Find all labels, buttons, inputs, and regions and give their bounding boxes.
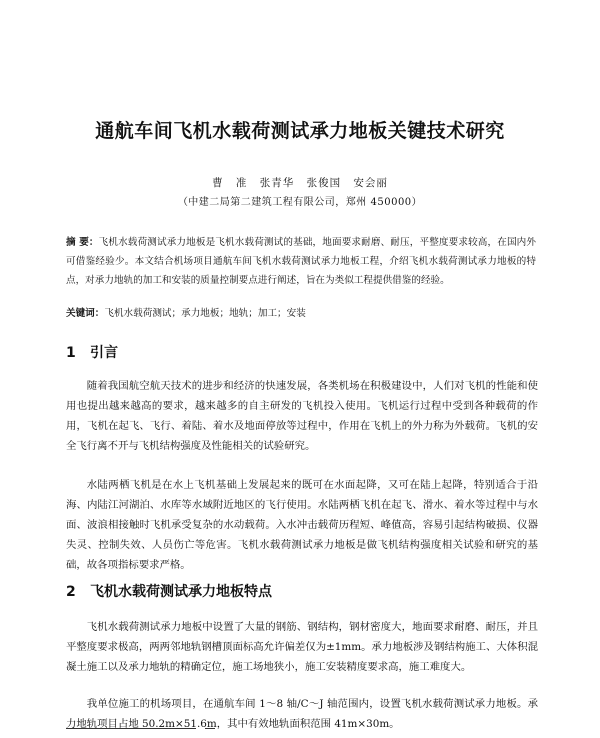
section-heading-1: [66, 342, 118, 362]
abstract-label: 摘 要：: [66, 237, 99, 248]
section-title: 飞机水载荷测试承力地板特点: [90, 584, 272, 600]
section-1-paragraph-1: 随着我国航空航天技术的进步和经济的快速发展，各类机场在积极建设中，人们对飞机的性能和使用也提出越来越高的要求，越来越多的自主研发的飞机投入使用。飞机运行过程中受到各种载荷的作用，飞机在起飞、飞行、着陆、着水及地面停放等过程中，作用在飞机上的外力称为外载荷。飞机的安全飞行离不开与飞机结构强度及性能相关的试验研究。: [66, 380, 538, 452]
keywords-label: 关键词：: [66, 308, 105, 319]
affiliation: （中建二局第二建筑工程有限公司，郑州 450000）: [177, 197, 423, 208]
section-number: 2: [66, 584, 76, 600]
section-2-paragraph-2: 我单位施工的机场项目，在通航车间 1～8 轴/C～J 轴范围内，设置飞机水载荷测试承力地板。承力地轨项目占地 50.2m×51.6m，其中有效地轨面积范围 41m×30m。: [66, 698, 538, 730]
footnote-mark: [205, 728, 215, 729]
abstract-text: 飞机水载荷测试承力地板是飞机水载荷测试的基础，地面要求耐磨、耐压，平整度要求较高，在国内外可借鉴经验少。本文结合机场项目通航车间飞机水载荷测试承力地板工程，介绍飞机水载荷测试承力地板的特点，对承力地轨的加工和安装的质量控制要点进行阐述，旨在为类似工程提供借鉴的经验。: [66, 237, 537, 286]
keywords-text: 飞机水载荷测试；承力地板；地轨；加工；安装: [104, 308, 306, 319]
section-heading-2: [66, 581, 272, 601]
keywords: [66, 304, 536, 323]
abstract: [66, 233, 536, 290]
section-number: 1: [66, 345, 76, 361]
section-title: 引言: [90, 345, 118, 361]
section-2-paragraph-1: 飞机水载荷测试承力地板中设置了大量的钢筋、钢结构，钢材密度大，地面要求耐磨、耐压，并且平整度要求极高，两两邻地轨钢槽顶面标高允许偏差仅为±1mm。承力地板涉及钢结构施工、大体积混凝土施工以及承力地轨的精确定位，施工场地狭小，施工安装精度要求高，施工难度大。: [66, 621, 538, 673]
section-1-paragraph-2: 水陆两栖飞机是在水上飞机基础上发展起来的既可在水面起降，又可在陆上起降，特别适合于沿海、内陆江河湖泊、水库等水域附近地区的飞行使用。水陆两栖飞机在起飞、滑水、着水等过程中与水面、波浪相接触时飞机承受复杂的水动载荷。入水冲击载荷历程短、峰值高，容易引起结构破损、仪器失灵、控制失效、人员伤亡等危害。飞机水载荷测试承力地板是做飞机结构强度相关试验和研究的基础，故各项指标要求严格。: [66, 479, 538, 571]
author-list: 曹 准 张青华 张俊国 安会丽: [212, 177, 388, 189]
footnote-divider: [66, 728, 196, 729]
paper-title: 通航车间飞机水载荷测试承力地板关键技术研究: [95, 120, 505, 142]
